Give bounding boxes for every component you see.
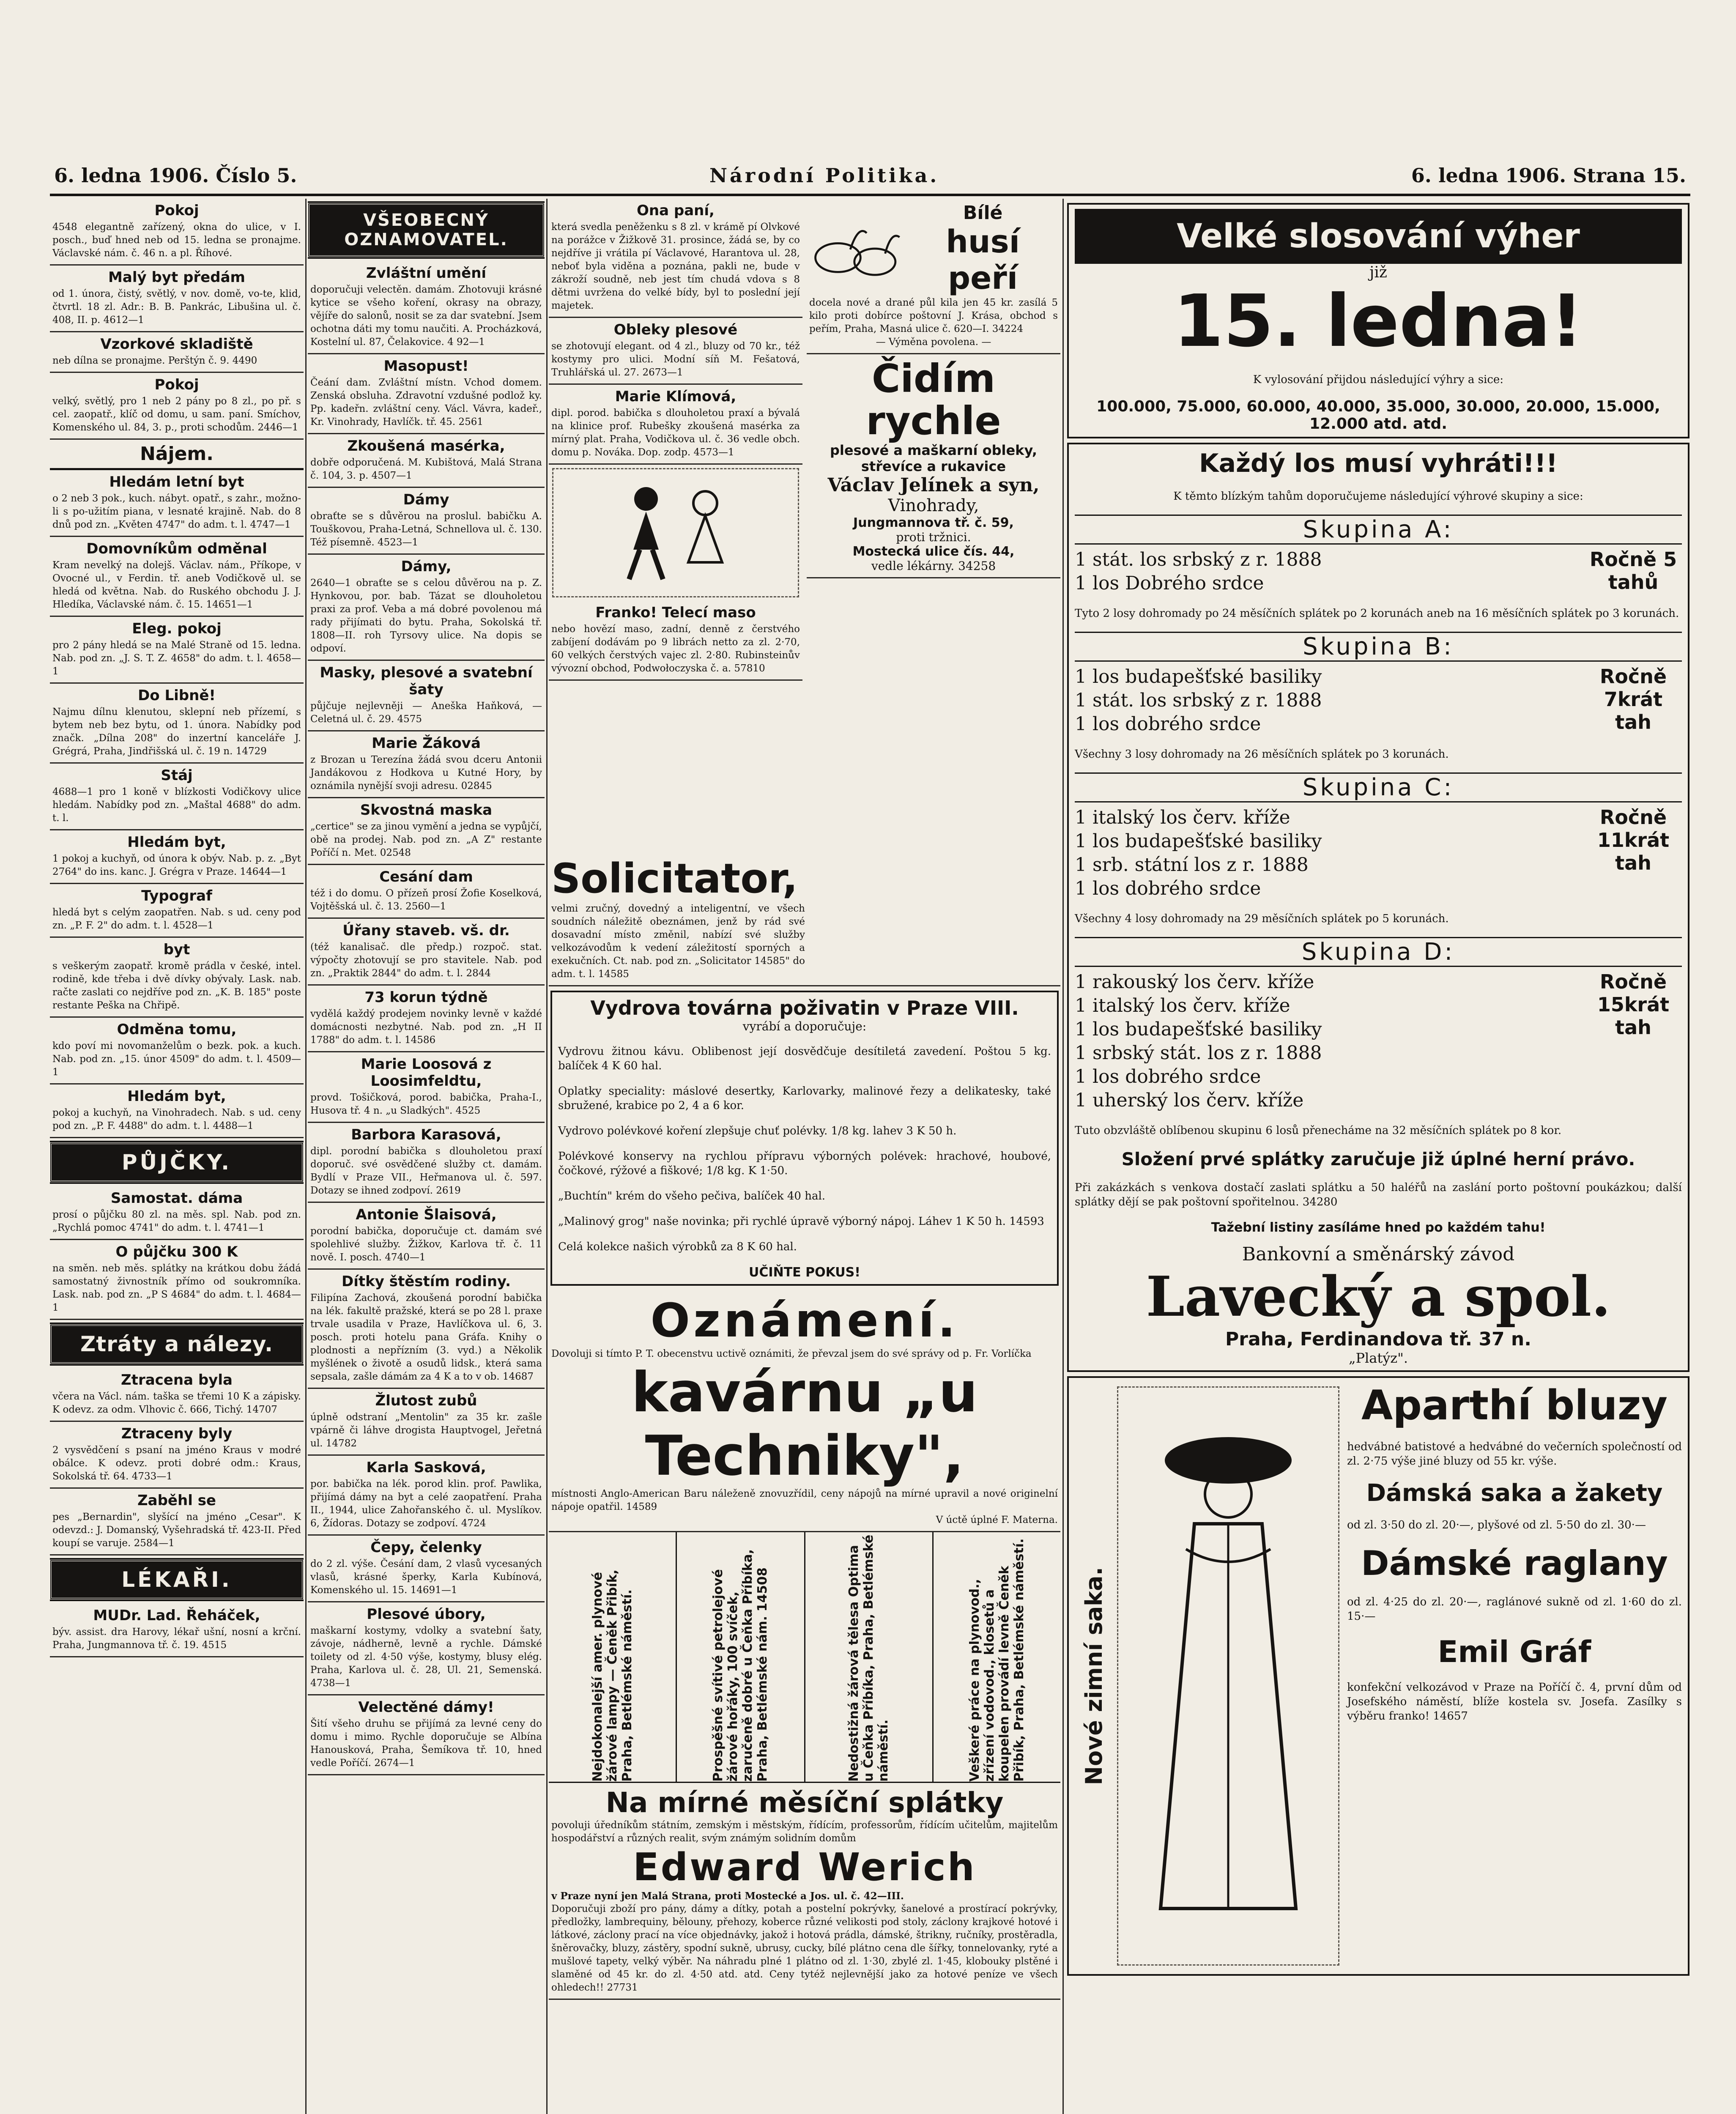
classified-ad [308, 731, 545, 798]
ad-text: půjčuje nejlevněji — Aneška Haňková, — Celetná ul. č. 29. 4575 [310, 701, 542, 725]
classified-ad [308, 1052, 545, 1123]
section-heading-pujcky: PŮJČKY. [50, 1142, 304, 1182]
dancers-icon [600, 478, 752, 588]
group-item: 1 srb. státní los z r. 1888 [1075, 854, 1309, 876]
ad-title: MUDr. Lad. Řeháček, [93, 1607, 260, 1624]
group-c-title: Skupina C: [1075, 772, 1682, 802]
column-4 [1065, 199, 1691, 2114]
ad-title: Karla Sasková, [366, 1459, 486, 1476]
ad-text: Čeání dam. Zvláštní místn. Vchod domem. Zenská obsluha. Zdravotní vzdušné podlož ky. Pp. kadeřn. zvláštní ceny. Václ. Vávra, kadeř., Kr. Vinohrady, Havlíčk. tř. 45. 2561 [310, 377, 542, 427]
ad-text: velmi zručný, dovedný a inteligentní, ve všech soudních náležitě obeznámen, jenž by rád své dosavadní místo změnil, nabízí své služby velkozávodům k vedení záležitostí sporných a exekučních. Ct. nab. pod zn. „Solicitator 14585" do adm. t. l. 14585 [551, 903, 805, 980]
classified-ad [549, 601, 802, 681]
blouse-ad-side [1075, 1382, 1113, 1970]
vydrova-line: Celá kolekce našich výrobků za 8 K 60 hal. [558, 1240, 797, 1253]
classified-ad [50, 1186, 304, 1240]
classified-ad [308, 1536, 545, 1602]
ad-title: Stáj [161, 767, 193, 784]
classified-ad [308, 434, 545, 488]
lottery-ad [1067, 203, 1689, 438]
ad-text: (též kanalisač. dle předp.) rozpoč. stat. výpočty zhotovují se pro stavitele. Nab. pod zn. „Praktik 2844" do adm. t. l. 2844 [310, 942, 542, 979]
vertical-ad-text: Veškeré práce na plynovod., zřízení vodovod., klosetů a koupelen provádí levně Čeněk Přibík, Praha, Betlémské náměstí. [967, 1538, 1027, 1782]
vertical-ads-row [549, 1532, 1060, 1783]
group-item: 1 italský los červ. kříže [1075, 807, 1290, 828]
classified-ad [50, 938, 304, 1018]
solicitator-title: Solicitator, [551, 855, 798, 902]
oznameni-ad [549, 1290, 1060, 1532]
group-item: 1 los Dobrého srdce [1075, 572, 1264, 594]
ad-text: z Brozan u Terezína žádá svou dceru Antonii Jandákovou z Hodkova u Kutné Hory, by oznámila nynější svoji adresu. 02845 [310, 754, 542, 791]
ad-text: se zhotovují elegant. od 4 zl., bluzy od 70 kr., též kostymy pro ulici. Modní síň M. Fešatová, Truhlářská ul. 27. 2673—1 [551, 341, 800, 378]
ad-text: úplně odstraní „Mentolin" za 35 kr. zašle vpárně či láhve drogista Hauptvogel, Jeřetná ul. 14782 [310, 1412, 542, 1449]
group-note: Tyto 2 losy dohromady po 24 měsíčních splátek po 2 korunách aneb na 16 měsíčních splátek po 3 korunách. [1075, 607, 1679, 620]
raglany-title: Dámské raglany [1361, 1544, 1668, 1583]
werich-title: Edward Werich [633, 1845, 976, 1889]
ad-text: vydělá každý prodejem novinky levně v každé domácnosti nezbytné. Nab. pod zn. „H II 1788" do adm. t. l. 14586 [310, 1008, 542, 1046]
ad-text: doporučuji velectěn. damám. Zhotovuji krásné kytice se všeho koření, okrasy na obrazy, vějíře do salonů, nosit se za dar svatební. Jsem ochotna dáti my tomu naučiti. A. Procházková, Kostelní ul. 87, Čelakovice. 4 92—1 [310, 284, 542, 348]
geese-icon [809, 216, 904, 283]
classified-ad [50, 884, 304, 938]
classified-ad [50, 373, 304, 440]
classified-ad [308, 1456, 545, 1536]
newspaper-title: Národní Politika. [709, 164, 939, 187]
ad-text: Filipína Zachová, zkoušená porodní babička na lék. fakultě pražské, která se po 28 l. praxe trvale usadila v Praze, Havlíčkova ul. 6, 3. posch. proti hotelu pana Gráfa. Knihy o plodnosti a nepřízním (3. vyd.) a Několik myšlének o životě a osudů lidsk., která sama sepsala, zašle dámám za 4 K a to v ob. 14687 [310, 1292, 542, 1382]
ad-title: Marie Žáková [372, 735, 481, 752]
saka-title: Dámská saka a žakety [1366, 1479, 1663, 1507]
classified-ad [308, 1270, 545, 1389]
cleaning-ad-subtitle: plesové a maškarní obleky, střevíce a rukavice [830, 442, 1037, 474]
ad-title: Cesání dam [379, 868, 473, 885]
classified-ad [308, 798, 545, 865]
oznameni-signature: V úctě úplné F. Materna. [936, 1514, 1058, 1525]
classified-ad [50, 1604, 304, 1657]
ad-text: 4688—1 pro 1 koně v blízkosti Vodičkovy ulice hledám. Nabídky pod zn. „Maštal 4688" do adm. t. l. [52, 786, 301, 824]
classified-ad [50, 1489, 304, 1555]
ad-title: Antonie Šlaisová, [356, 1206, 497, 1223]
ad-title: Velectěné dámy! [358, 1699, 494, 1716]
ad-text: dipl. porod. babička s dlouholetou praxí a bývalá na klinice prof. Rubešky zkoušená masérka za mírný plat. Praha, Vodičkova ul. č. 36 vedle obch. domu p. Nováka. Dop. zodp. 4573—1 [551, 408, 800, 458]
ad-text: která svedla peněženku s 8 zl. v krámě pí Olvkové na porážce v Žižkově 31. prosince, žádá se, by co nejdříve ji vrátila pí Václavové, Harantova ul. 28, neboť byla viděna a poznána, pakli ne, bude v zákroží soudně, neb jest tím chudá vdova s 8 dětmi uvržena do velké bídy, byl to poslední její majetek. [551, 222, 800, 311]
bank-address: Praha, Ferdinandova tř. 37 n. [1225, 1328, 1531, 1350]
classified-ad [50, 617, 304, 684]
ad-title: Čepy, čelenky [370, 1539, 482, 1556]
lottery-draw-lists: Tažební listiny zasíláme hned po každém tahu! [1211, 1220, 1546, 1235]
section-heading-najem: Nájem. [50, 440, 304, 470]
lottery-title: Velké slosování výher [1075, 209, 1682, 264]
lottery-lead: K těmto blízkým tahům doporučujeme následující výhrové skupiny a sice: [1173, 490, 1583, 503]
emil-graf-text: konfekční velkozávod v Praze na Poříčí č. 4, první dům od Josefského náměstí, blíže kostela sv. Josefa. Zasílky s výběru franko! 14657 [1347, 1681, 1682, 1722]
classified-ad [308, 1695, 545, 1775]
classified-ad [50, 199, 304, 266]
ad-text: pes „Bernardin", slyšící na jméno „Cesar". K odevzd.: J. Domanský, Vyšehradská tř. 423-II. Před koupí se varuje. 2584—1 [52, 1512, 301, 1549]
group-item: 1 los budapešťské basiliky [1075, 830, 1322, 852]
ad-text: Šití všeho druhu se přijímá za levné ceny do domu i mimo. Rychle doporučuje se Albína Hanousková, Praha, Šemíkova tř. 10, hned vedle Poříčí. 2674—1 [310, 1718, 542, 1769]
classified-ad [308, 661, 545, 731]
cleaning-ad [807, 354, 1060, 578]
group-item: 1 stát. los srbský z r. 1888 [1075, 549, 1322, 570]
ad-title: Ztracena byla [121, 1372, 233, 1388]
ad-title: Dámy [403, 491, 449, 508]
cleaning-ad-title: Čidím rychle [866, 356, 1001, 444]
lottery-amounts: 100.000, 75.000, 60.000, 40.000, 35.000, 30.000, 20.000, 15.000, 12.000 atd. atd. [1096, 398, 1660, 433]
group-item: 1 srbský stát. los z r. 1888 [1075, 1042, 1322, 1064]
ad-title: Úřany staveb. vš. dr. [342, 922, 510, 939]
solicitator-ad [549, 852, 1060, 986]
ad-title: Dámy, [401, 558, 452, 575]
group-a [1075, 548, 1682, 595]
cleaning-ad-address-note: proti tržnici. [896, 530, 971, 544]
group-item: 1 los dobrého srdce [1075, 713, 1261, 735]
oznameni-title: Oznámení. [650, 1293, 959, 1347]
ad-title: Barbora Karasová, [351, 1126, 501, 1143]
ad-title: Typograf [141, 887, 212, 904]
ad-text: 1 pokoj a kuchyň, od února k obýv. Nab. p. z. „Byt 2764" do ins. kanc. J. Grégra v Praze. 14644—1 [52, 853, 301, 877]
classified-ad [308, 488, 545, 555]
classified-ad [549, 199, 802, 318]
feather-ad-heading-wrap [908, 202, 1058, 296]
blouse-text: hedvábné batistové a hedvábné do večerních společností od zl. 2·75 výše jiné bluzy od 55 kr. výše. [1347, 1440, 1682, 1468]
column-rule [1062, 199, 1064, 2114]
ad-title: Zvláštní umění [366, 265, 487, 282]
ad-title: Eleg. pokoj [132, 620, 222, 637]
splatky-ad [549, 1783, 1060, 2000]
column-3-top [549, 199, 1060, 850]
vydrova-title: Vydrova továrna poživatin v Praze VIII. [590, 997, 1019, 1019]
ad-text: kdo poví mi novomanželům o bezk. pok. a kuch. Nab. pod zn. „15. únor 4509" do adm. t. l. 4509—1 [52, 1041, 301, 1078]
group-d-title: Skupina D: [1075, 937, 1682, 967]
group-note: Tuto obzvláště oblíbenou skupinu 6 losů přenecháme na 32 měsíčních splátek po 8 kor. [1075, 1124, 1562, 1137]
column-3-top-left [549, 199, 802, 850]
ad-text: neb dílna se pronajme. Perštýn č. 9. 4490 [52, 355, 257, 366]
group-c [1075, 806, 1682, 901]
classified-ad [50, 1018, 304, 1084]
werich-address: v Praze nyní jen Malá Strana, proti Mostecké a Jos. ul. č. 42—III. [551, 1890, 904, 1902]
classified-ad [50, 764, 304, 830]
classified-ad [549, 318, 802, 385]
group-item: 1 italský los červ. kříže [1075, 995, 1290, 1016]
ad-title: Marie Klímová, [615, 388, 737, 405]
ad-text: obraťte se s důvěrou na proslul. babičku A. Touškovou, Praha-Letná, Schnellova ul. č. 130. Též písemně. 4523—1 [310, 511, 542, 548]
ad-text: 4548 elegantně zařízený, okna do ulice, v I. posch., buď hned neb od 15. ledna se pronajme. Václavské nám. č. 46 n. a pl. Říhové. [52, 222, 301, 259]
classified-ad [308, 919, 545, 986]
bank-label: Bankovní a směnárský závod [1242, 1243, 1515, 1265]
vertical-ad-text: Nedostižná žárová tělesa Optima u Čeňka Příbíka, Praha, Betlémské náměstí. [846, 1534, 891, 1782]
splatky-title: Na mírné měsíční splátky [605, 1786, 1004, 1819]
ad-group [50, 199, 304, 440]
group-draws: Ročně 15krát tah [1597, 970, 1670, 1039]
ad-title: Samostat. dáma [110, 1190, 243, 1207]
vertical-ad-text: Nejdokonalejší amer. plynové žárové lampy — Čeněk Přibík, Praha, Betlémské náměstí. [590, 1569, 635, 1782]
ad-title: Malý byt předám [108, 269, 245, 286]
page-header [50, 160, 1690, 196]
bank-building: „Platýz". [1348, 1350, 1408, 1366]
ad-text: též i do domu. O přízeň prosí Žofie Koselková, Vojtěšská ul. č. 13. 2560—1 [310, 888, 542, 912]
vydrova-line: Vydrovu žitnou kávu. Oblibenost její dosvědčuje desítiletá zavedení. Poštou 5 kg. balíček 4 K 60 hal. [558, 1045, 1051, 1072]
cleaning-ad-address-note-2: vedle lékárny. 34258 [871, 559, 996, 573]
feather-ad [807, 199, 1060, 354]
group-a-title: Skupina A: [1075, 515, 1682, 545]
group-draws: Ročně 11krát tah [1597, 806, 1670, 874]
ad-title: O půjčku 300 K [115, 1243, 238, 1260]
feather-ad-heading: Bílé [963, 202, 1003, 224]
vertical-ad [805, 1532, 934, 1782]
ad-title: Marie Loosová z Loosimfeldtu, [361, 1056, 492, 1090]
vydrova-footer: UČIŇTE POKUS! [749, 1265, 860, 1280]
ad-title: Masky, plesové a svatební šaty [320, 664, 533, 698]
vydrova-ad [550, 991, 1059, 1286]
ad-title: Ona paní, [637, 202, 715, 219]
group-c-items [1075, 806, 1585, 901]
ad-text: 2640—1 obraťte se s celou důvěrou na p. Z. Hynkovou, por. bab. Tázat se dlouholetou praxi za prof. Veba a má dobré povolenou má rady přijímati do bytu. Praha, Sokolská tř. 1808—II. roh Tyrsovy ulice. Na dopis se odpoví. [310, 578, 542, 654]
classified-ad [50, 266, 304, 332]
vertical-ad [549, 1532, 677, 1782]
group-note: Všechny 4 losy dohromady na 29 měsíčních splátek po 5 korunách. [1075, 912, 1449, 925]
column-rule [305, 199, 307, 2114]
lady-in-coat-illustration [1117, 1386, 1339, 1966]
emil-graf-title: Emil Gráf [1438, 1635, 1591, 1669]
ad-text: maškarní kostymy, vdolky a svatební šaty, závoje, nádherně, levně a rychle. Dámské toilety od zl. 4·50 výše, kostymy, blusy elég. Praha, Karlova ul. č. 28, Ul. 21, Semenská. 4738—1 [310, 1625, 542, 1689]
feather-ad-title: husí peří [946, 224, 1020, 296]
group-d-items [1075, 970, 1585, 1112]
ad-text: na směn. neb měs. splátky na krátkou dobu žádá samostatný živnostník přímo od soukromníka. Lask. nab. pod zn. „P S 4684" do adm. t. l. 4684—1 [52, 1263, 301, 1313]
vydrova-line: Polévkové konservy na rychlou přípravu výborných polévek: hrachové, houbové, čočkové, rýžové a fiškové; 1/8 kg. K 1·50. [558, 1150, 1051, 1177]
classified-ad [50, 1240, 304, 1320]
feather-ad-header [809, 202, 1058, 296]
group-b [1075, 665, 1682, 736]
vydrova-line: Oplatky speciality: máslové desertky, Karlovarky, malinové řezy a delikatesky, také sbružené, krabice po 2, 4 a 6 kor. [558, 1085, 1051, 1112]
group-item: 1 uherský los červ. kříže [1075, 1090, 1304, 1111]
classified-ad [50, 1084, 304, 1138]
vydrova-subtitle: vyrábí a doporučuje: [742, 1019, 867, 1033]
classified-ad [308, 1602, 545, 1695]
group-item: 1 stát. los srbský z r. 1888 [1075, 690, 1322, 711]
lottery-ji: již [1369, 264, 1387, 281]
ad-text: docela nové a drané půl kila jen 45 kr. zasílá 5 kilo proti dobírce poštovní J. Krása, obchod s peřím, Praha, Masná ulice č. 620—I. 34224 [809, 297, 1058, 334]
ad-text: Najmu dílnu klenutou, sklepní neb přízemí, s bytem neb bez bytu, od 1. února. Nabídky pod značk. „Dílna 208" do inzertní kanceláře J. Grégrá, Praha, Jindřišská ul. č. 19 n. 14729 [52, 706, 301, 757]
issue-date: 6. ledna 1906. Číslo 5. [54, 164, 297, 187]
group-item: 1 los dobrého srdce [1075, 1066, 1261, 1087]
section-heading-lekari: LÉKAŘI. [50, 1560, 304, 1599]
ad-title: 73 korun týdně [364, 989, 488, 1006]
classified-ad [549, 385, 802, 465]
section-heading-ztraty: Ztráty a nálezy. [50, 1324, 304, 1364]
ad-text: provd. Tošičková, porod. babička, Praha-I., Husova tř. 4 n. „u Sladkých". 4525 [310, 1092, 542, 1116]
oznameni-text-2: místnosti Anglo-American Baru náleženě znovuzřídil, ceny nápojů na mírné upravil a nové originelní nápoje opatřil. 14589 [551, 1488, 1058, 1512]
lottery-date: 15. ledna! [1173, 279, 1583, 363]
blouse-title: Aparthí bluzy [1361, 1382, 1668, 1429]
cleaning-ad-address: Jungmannova tř. č. 59, [853, 515, 1014, 530]
classified-ad [308, 261, 545, 354]
ad-title: Do Libně! [138, 687, 216, 704]
group-draws: Ročně 7krát tah [1599, 665, 1667, 734]
ad-title: Hledám byt, [127, 834, 226, 851]
blouse-ad-text [1344, 1382, 1682, 1970]
ad-title: Zaběhl se [137, 1492, 216, 1509]
vydrova-line: „Buchtín" krém do všeho pečiva, balíček 40 hal. [558, 1190, 826, 1202]
cleaning-ad-place: Vinohrady, [888, 496, 979, 515]
column-1 [50, 199, 304, 2114]
lottery-intro: K vylosování přijdou následující výhry a sice: [1253, 373, 1504, 386]
ad-title: Franko! Telecí maso [595, 604, 756, 621]
classified-ad [50, 470, 304, 537]
ad-text: dipl. porodní babička s dlouholetou praxí doporuč. své osvědčené služby ct. damám. Bydlí v Praze VII., Heřmanova ul. č. 597. Dotazy se ihned zodpoví. 2619 [310, 1146, 542, 1196]
ad-text: Kram nevelký na dolejš. Václav. nám., Příkope, v Ovocné ul., v Ferdin. tř. aneb Vodičkově ul. se hledá od května. Nab. do Ruského obchodu J. J. Hledíka, Václavské nám. č. 15. 14651—1 [52, 560, 301, 610]
ad-title: Hledám letní byt [109, 474, 244, 490]
ad-title: Pokoj [154, 202, 199, 219]
ad-text: 2 vysvědčení s psaní na jméno Kraus v modré obálce. K odevz. proti dobré odm.: Kraus, Sokolská tř. 64. 4733—1 [52, 1445, 301, 1482]
blouse-ad [1067, 1376, 1689, 1976]
ad-text: o 2 neb 3 pok., kuch. nábyt. opatř., s zahr., možno-li s po-užitím piana, v lesnaté krajině. Nab. do 8 dnů pod zn. „Květen 4747" do adm. t. l. 4747—1 [52, 493, 301, 530]
classified-ad [308, 555, 545, 661]
ad-text: hledá byt s celým zaopatřen. Nab. s ud. ceny pod zn. „P. F. 2" do adm. t. l. 4528—1 [52, 907, 301, 931]
cleaning-ad-address-2: Mostecká ulice čís. 44, [852, 544, 1015, 559]
classified-ad [308, 1203, 545, 1270]
classified-ad [50, 830, 304, 884]
column-2 [308, 199, 545, 2114]
classified-ad [50, 1368, 304, 1422]
classified-ad [308, 1389, 545, 1456]
vydrova-line: Vydrovo polévkové koření zlepšuje chuť polévky. 1/8 kg. lahev 3 K 50 h. [558, 1125, 957, 1137]
dancing-figures-illustration [552, 468, 799, 597]
group-b-title: Skupina B: [1075, 632, 1682, 662]
ad-title: Vzorkové skladiště [100, 336, 253, 353]
ad-title: Skvostná maska [360, 802, 493, 819]
ad-text: do 2 zl. výše. Česání dam, 2 vlasů vycesaných vlasů, krásné šperky, Karla Kubínová, Komenského ul. 15. 14691—1 [310, 1558, 542, 1596]
classified-ad [50, 332, 304, 373]
kavarna-name: kavárnu „u Techniky", [631, 1360, 978, 1488]
ad-title: Hledám byt, [127, 1088, 226, 1105]
ad-title: Plesové úbory, [367, 1606, 486, 1623]
ad-title: byt [163, 941, 190, 958]
bank-name: Lavecký a spol. [1146, 1264, 1611, 1329]
group-b-items [1075, 665, 1585, 736]
blouse-vertical-text: Nové zimní saka. [1080, 1566, 1107, 1785]
ad-title: Obleky plesové [613, 321, 738, 338]
ad-title: Pokoj [154, 376, 199, 393]
group-draws: Ročně 5 tahů [1589, 548, 1677, 594]
raglany-text: od zl. 4·25 do zl. 20·—, raglánové sukně od zl. 1·60 do zl. 15·— [1347, 1596, 1682, 1623]
page-number: 6. ledna 1906. Strana 15. [1411, 164, 1686, 187]
saka-text: od zl. 3·50 do zl. 20·—, plyšové od zl. 5·50 do zl. 30·— [1347, 1519, 1646, 1531]
oznameni-text: Dovoluji si tímto P. T. obecenstvu uctivě oznámiti, že převzal jsem do své správy od p. Fr. Vorlíčka [551, 1348, 1032, 1359]
classified-ad [308, 986, 545, 1052]
ad-text: „certice" se za jinou vymění a jedna se vypůjčí, obě na prodej. Nab. pod zn. „A Z" restante Poříčí n. Met. 02548 [310, 821, 542, 858]
ad-title: Zkoušená masérka, [347, 438, 505, 455]
ad-title: Žlutost zubů [375, 1392, 477, 1409]
ad-text: velký, světlý, pro 1 neb 2 pány po 8 zl., po př. s cel. zaopatř., klíč od domu, u sam. paní. Smíchov, Komenského ul. 84, 3. p., proti schodům. 2446—1 [52, 396, 301, 433]
vydrova-line: „Malinový grog" naše novinka; při rychlé úpravě výborný nápoj. Láhev 1 K 50 h. 14593 [558, 1215, 1044, 1228]
ad-text: býv. assist. dra Harovy, lékař ušní, nosní a krční. Praha, Jungmannova tř. č. 19. 4515 [52, 1627, 301, 1651]
classified-ad [308, 1123, 545, 1203]
ad-text: pokoj a kuchyň, na Vinohradech. Nab. s ud. ceny pod zn. „P. F. 4488" do adm. t. l. 4488—1 [52, 1107, 301, 1131]
column-3-top-right [807, 199, 1060, 850]
cleaning-ad-company: Václav Jelínek a syn, [827, 474, 1040, 496]
column-rule [546, 199, 548, 2114]
classified-ad [50, 537, 304, 617]
group-item: 1 los budapešťské basiliky [1075, 1019, 1322, 1040]
ad-text: od 1. února, čistý, světlý, v nov. domě, vo-te, klid, čtvrtl. 18 zl. Adr.: B. B. Pankrác, Libušina ul. č. 408, II. p. 4612—1 [52, 288, 301, 326]
vertical-ad [934, 1532, 1060, 1782]
group-a-items [1075, 548, 1585, 595]
vertical-ad-text: Prospěšné svítivé petrolejové žárové hořáky, 100 svíček, zaručeně dobré u Čeňka Příbíka, Praha, Betlémské nám. 14508 [711, 1549, 770, 1782]
group-item: 1 los budapešťské basiliky [1075, 666, 1322, 687]
ad-title: Ztraceny byly [121, 1425, 233, 1442]
section-heading-oznamovatel: VŠEOBECNÝ OZNAMOVATEL. [308, 203, 545, 257]
ad-text: por. babička na lék. porod klin. prof. Pawlika, přijímá dámy na byt a celé zaopatření. Praha II., 1944, ulice Zahořanského č. ul. Myslíkov. 6, Žídoras. Dotazy se zodpoví. 4724 [310, 1479, 542, 1529]
ad-title: Domovníkům odměnal [86, 540, 267, 557]
lottery-first-payment-text: Při zakázkách s venkova dostačí zaslati splátku a 50 haléřů na zaslání porto poštovní poukázkou; další splátky dějí se pak poštovní spořitelnou. 34280 [1075, 1181, 1682, 1208]
classified-ad [308, 354, 545, 434]
ad-text: porodní babička, doporučuje ct. damám své spolehlivé služby. Žižkov, Karlova tř. č. 11 nově. I. posch. 4740—1 [310, 1226, 542, 1263]
ad-footer: — Výměna povolena. — [876, 337, 991, 348]
column-3 [549, 199, 1060, 2114]
ad-title: Odměna tomu, [117, 1021, 237, 1038]
group-item: 1 los dobrého srdce [1075, 878, 1261, 899]
splatky-text: povoluji úředníkům státním, zemským i městským, řídícím, professorům, řídícím učitelům, majitelům hospodářství a různých realit, svým známým solidním domům [551, 1820, 1058, 1844]
ad-text: včera na Václ. nám. taška se třemi 10 K a zápisky. K odevz. za odm. Vlhovic č. 666, Tichý. 14707 [52, 1391, 301, 1415]
vertical-ad [677, 1532, 805, 1782]
classified-ad [50, 684, 304, 764]
ad-text: prosí o půjčku 80 zl. na měs. spl. Nab. pod zn. „Rychlá pomoc 4741" do adm. t. l. 4741—1 [52, 1209, 301, 1233]
ad-text: dobře odporučená. M. Kubištová, Malá Strana č. 104, 3. p. 4507—1 [310, 457, 542, 481]
lottery-groups [1067, 443, 1689, 1372]
group-item: 1 rakouský los červ. kříže [1075, 971, 1314, 993]
ad-text: s veškerým zaopatř. kromě prádla v české, intel. rodině, kde třeba i dvě dívky obývaly. Lask. nab. račte zaslati co nejdříve pod zn. „K. B. 185" poste restante Peška na Chřipě. [52, 961, 301, 1011]
lady-figure-icon [1135, 1422, 1321, 1930]
ad-title: Masopust! [383, 358, 469, 375]
lottery-must-win: Každý los musí vyhráti!!! [1199, 449, 1558, 478]
werich-text: Doporučuji zboží pro pány, dámy a dítky, potah a postelní pokrývky, šanelové a prostírací pokrývky, předložky, lambrequiny, bělouny, přehozy, koberce různé velikosti pod stoly, záclony krajkové hotové i látkové, záclony prací na více objednávky, jakož i hotová prádla, dámské, štrikny, ručníky, prostěradla, šněrovačky, bluzy, zástěry, spodní sukně, ubrusy, cucky, bílé plátno cena dle šířky, tonnelovanky, ryté a mušlové tapety, velký výběr. Na náhradu plné 1 plátno od zl. 1·30, zbylé zl. 1·45, klobouky plstěné i slaměné od 45 kr. do zl. 4·50 atd. atd. Ceny tytéž nejlevnější jako za hotové peníze ve všech ohledech!! 27731 [551, 1903, 1058, 1993]
group-note: Všechny 3 losy dohromady na 26 měsíčních splátek po 3 korunách. [1075, 748, 1449, 761]
ad-text: pro 2 pány hledá se na Malé Straně od 15. ledna. Nab. pod zn. „J. S. T. Z. 4658" do adm. t. l. 4658—1 [52, 640, 301, 677]
classified-ad [50, 1422, 304, 1489]
ad-text: nebo hovězí maso, zadní, denně z čerstvého zabíjení dodávám po 9 librách netto za zl. 2·70, 60 velkých čerstvých vajec zl. 2·80. Rubinsteinův vývozní obchod, Podwołoczyska č. a. 57810 [551, 624, 800, 674]
ad-title: Dítky štěstím rodiny. [342, 1273, 511, 1290]
lottery-first-payment: Složení prvé splátky zaručuje již úplné herní právo. [1121, 1149, 1635, 1169]
classified-ad [308, 865, 545, 919]
group-d [1075, 970, 1682, 1112]
